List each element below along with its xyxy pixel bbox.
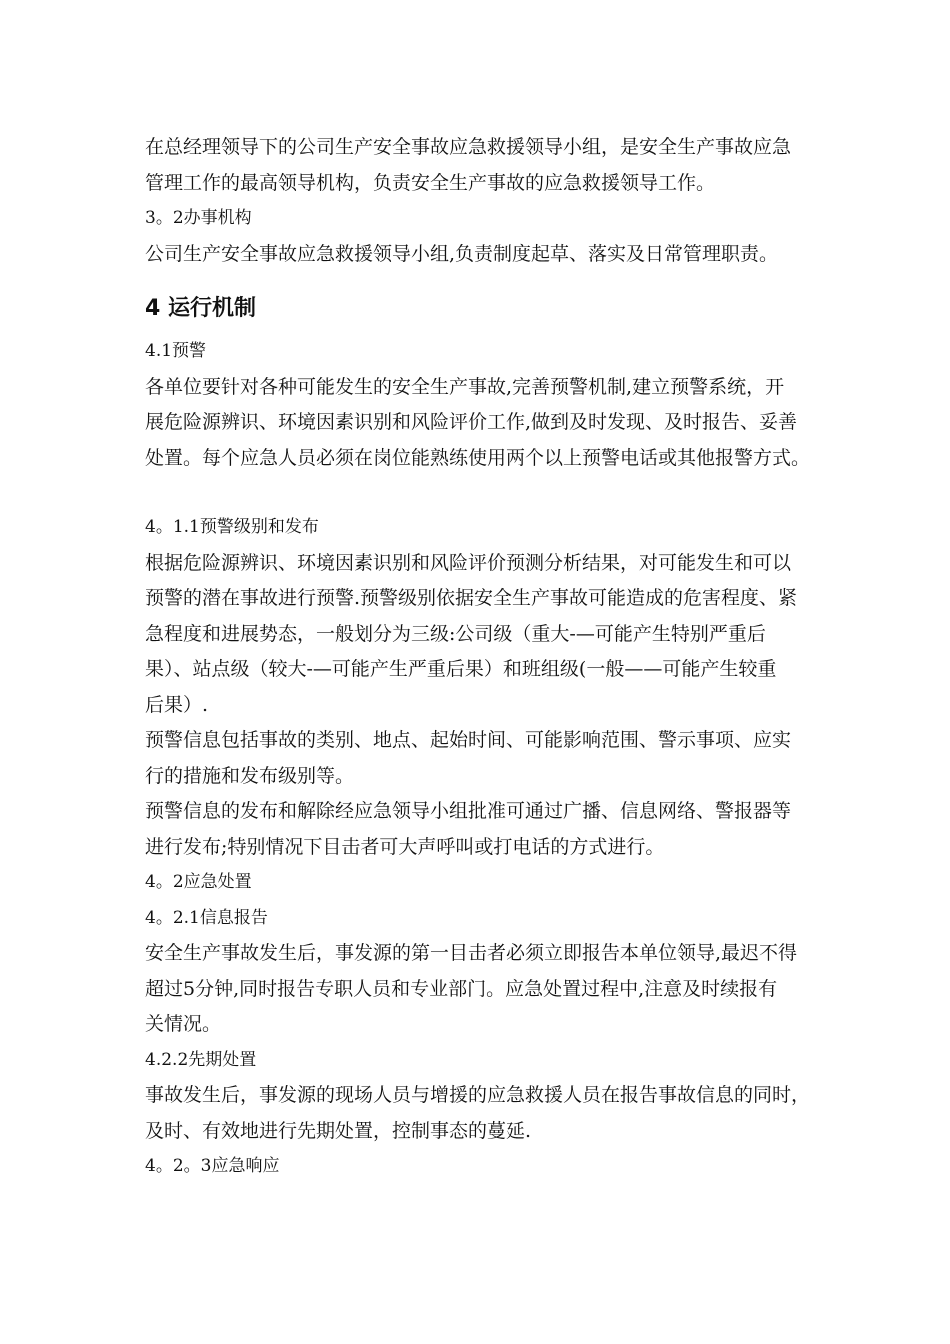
subsection-title: 4。1.1预警级别和发布 bbox=[145, 517, 319, 537]
subsection-title: 4.2.2先期处置 bbox=[145, 1049, 257, 1070]
paragraph-line: 管理工作的最高领导机构，负责安全生产事故的应急救援领导工作。 bbox=[145, 171, 716, 194]
document-body bbox=[145, 130, 810, 1185]
subsection-title: 3。2办事机构 bbox=[145, 208, 252, 228]
subsection-title: 4.1预警 bbox=[145, 341, 207, 361]
paragraph-line: 行的措施和发布级别等。 bbox=[145, 764, 355, 787]
paragraph-line: 后果）. bbox=[145, 693, 209, 716]
paragraph-line: 超过5分钟,同时报告专职人员和专业部门。应急处置过程中,注意及时续报有 bbox=[145, 977, 778, 1000]
paragraph-line: 关情况。 bbox=[145, 1013, 222, 1035]
subsection-title: 4。2应急处置 bbox=[145, 872, 252, 892]
paragraph-line: 在总经理领导下的公司生产安全事故应急救援领导小组，是安全生产事故应急 bbox=[145, 136, 792, 158]
paragraph-line: 各单位要针对各种可能发生的安全生产事故,完善预警机制,建立预警系统，开 bbox=[145, 375, 785, 398]
blank-line bbox=[145, 476, 810, 510]
paragraph-line: 预警的潜在事故进行预警.预警级别依据安全生产事故可能造成的危害程度、紧 bbox=[145, 587, 798, 609]
paragraph-line: 及时、有效地进行先期处置，控制事态的蔓延. bbox=[145, 1119, 532, 1142]
paragraph-line: 根据危险源辨识、环境因素识别和风险评价预测分析结果，对可能发生和可以 bbox=[145, 551, 792, 574]
paragraph-line: 安全生产事故发生后，事发源的第一目击者必须立即报告本单位领导,最迟不得 bbox=[145, 942, 798, 964]
paragraph-line: 预警信息包括事故的类别、地点、起始时间、可能影响范围、警示事项、应实 bbox=[145, 729, 792, 751]
paragraph-line: 进行发布;特别情况下目击者可大声呼叫或打电话的方式进行。 bbox=[145, 835, 665, 858]
paragraph-line: 公司生产安全事故应急救援领导小组,负责制度起草、落实及日常管理职责。 bbox=[145, 242, 779, 265]
paragraph-line: 展危险源辨识、环境因素识别和风险评价工作,做到及时发现、及时报告、妥善 bbox=[145, 411, 798, 433]
subsection-title: 4。2.1信息报告 bbox=[145, 907, 268, 928]
section-heading: 4 运行机制 bbox=[145, 296, 256, 321]
paragraph-line: 急程度和进展势态，一般划分为三级:公司级（重大-—可能产生特别严重后 bbox=[145, 622, 766, 645]
paragraph-line: 事故发生后，事发源的现场人员与增援的应急救援人员在报告事故信息的同时， bbox=[145, 1084, 811, 1106]
paragraph-line: 预警信息的发布和解除经应急领导小组批准可通过广播、信息网络、警报器等 bbox=[145, 800, 792, 822]
paragraph-line: 果）、站点级（较大-—可能产生严重后果）和班组级(一般——可能产生较重 bbox=[145, 658, 777, 680]
paragraph-line: 处置。每个应急人员必须在岗位能熟练使用两个以上预警电话或其他报警方式。 bbox=[145, 446, 811, 469]
subsection-title: 4。2。3应急响应 bbox=[145, 1156, 280, 1176]
